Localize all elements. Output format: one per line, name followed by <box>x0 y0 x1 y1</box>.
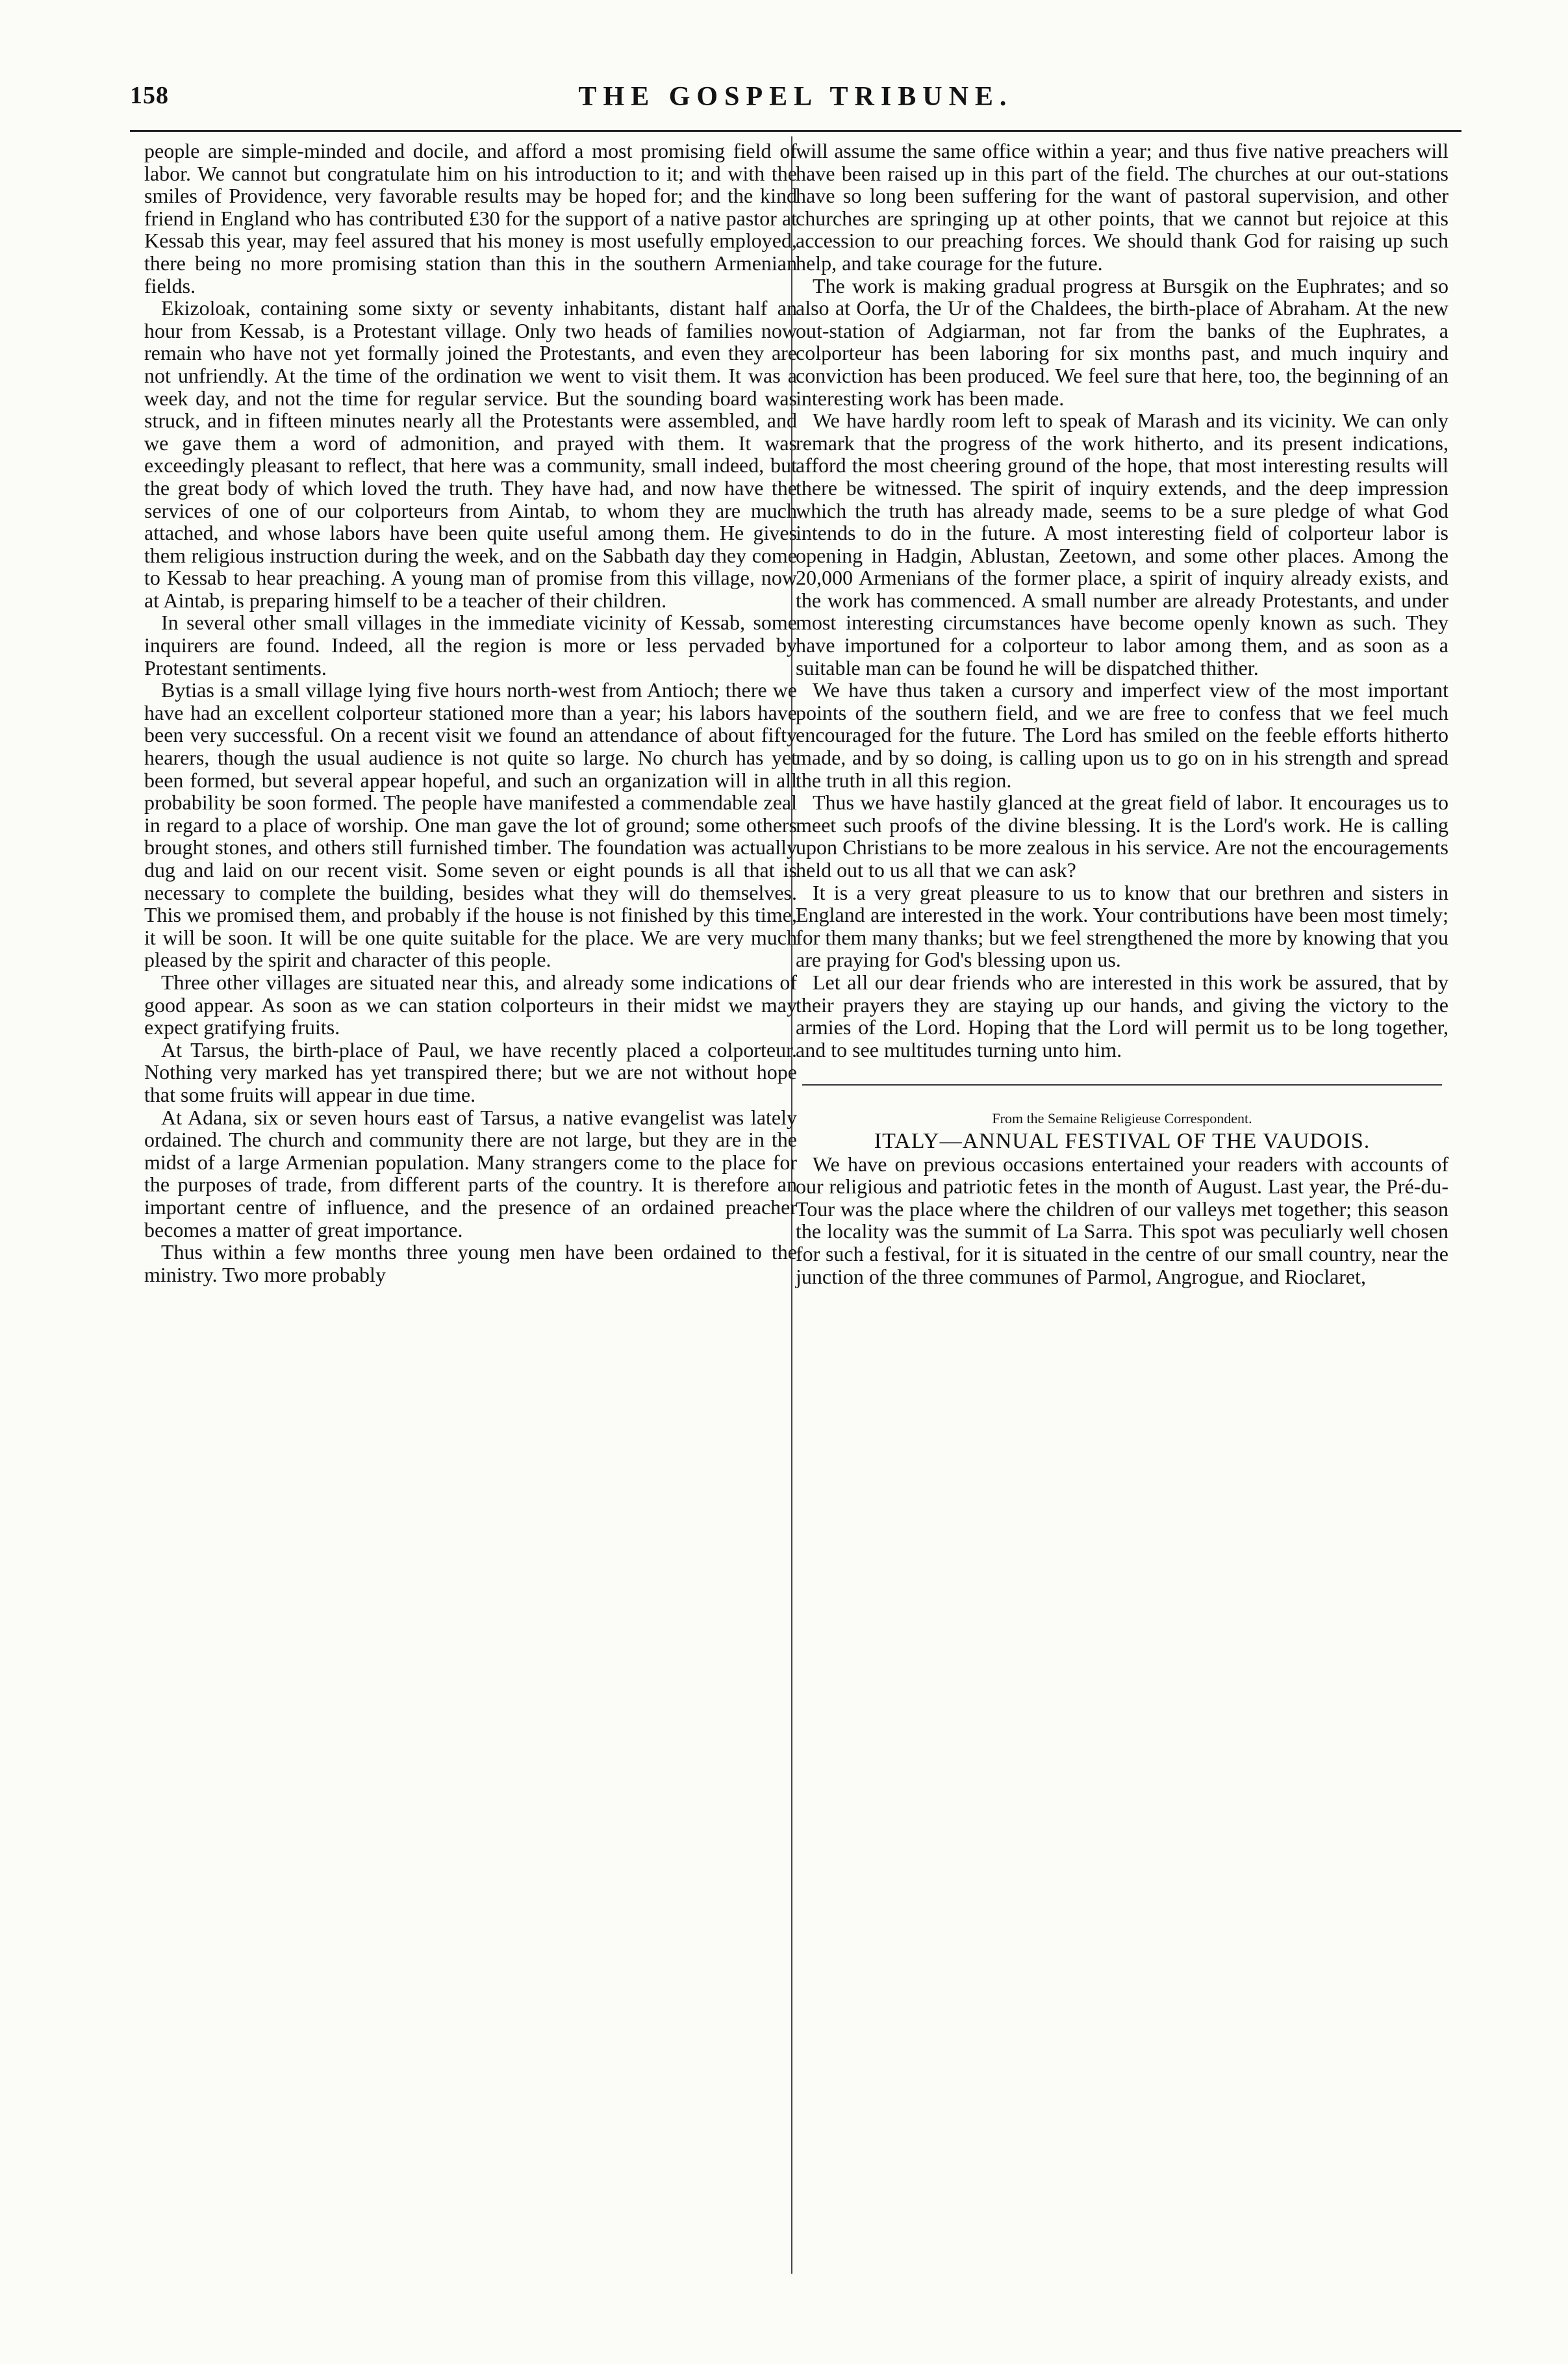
article-paragraph: Ekizoloak, containing some sixty or seventy inhabitants, distant half an hour from Kessab, is a Protestant village. Only two heads of families now remain who have not yet formally joined the Protestants, and even they are not unfriendly. At the time of the ordination we went to visit them. It was a week day, and not the time for regular service. But the sounding board was struck, and in fifteen minutes nearly all the Protestants were assembled, and we gave them a word of admonition, and prayed with them. It was exceedingly pleasant to reflect, that here was a community, small indeed, but the great body of which loved the truth. They have had, and now have the services of one of our colporteurs from Aintab, to whom they are much attached, and whose labors have been quite useful among them. He gives them religious instruction during the week, and on the Sabbath day they come to Kessab to hear preaching. A young man of promise from this village, now at Aintab, is preparing himself to be a teacher of their children. <box>144 296 797 612</box>
correspondent-note: From the Semaine Religieuse Correspondent. <box>992 1110 1252 1127</box>
section-heading: ITALY—ANNUAL FESTIVAL OF THE VAUDOIS. <box>874 1128 1371 1153</box>
running-title: THE GOSPEL TRIBUNE. <box>578 82 1013 112</box>
article-paragraph: At Adana, six or seven hours east of Tarsus, a native evangelist was lately ordained. The church and community there are not large, but they are in the midst of a large Armenian population. Many strangers come to the place for the purposes of trade, from different parts of the country. It is therefore an important centre of influence, and the presence of an ordained preacher becomes a matter of great importance. <box>144 1105 797 1241</box>
article-paragraph: Bytias is a small village lying five hours north-west from Antioch; there we have had an excellent colporteur stationed more than a year; his labors have been very successful. On a recent visit we found an attendance of about fifty hearers, though the usual audience is not quite so large. No church has yet been formed, but several appear hopeful, and such an organization will in all probability be soon formed. The people have manifested a commendable zeal in regard to a place of worship. One man gave the lot of ground; some others brought stones, and others still furnished timber. The foundation was actually dug and laid on our recent visit. Some seven or eight pounds is all that is necessary to complete the building, besides what they will do themselves. This we promised them, and probably if the house is not finished by this time, it will be soon. It will be one quite suitable for the place. We are very much pleased by the spirit and character of this people. <box>144 678 797 972</box>
left-column <box>144 140 797 1286</box>
article-paragraph: We have on previous occasions entertained your readers with accounts of our religious and patriotic fetes in the month of August. Last year, the Pré-du-Tour was the place where the children of our valleys met together; this season the locality was the summit of La Sarra. This spot was peculiarly well chosen for such a festival, for it is situated in the centre of our small country, near the junction of the three communes of Parmol, Angrogue, and Rioclaret, <box>796 1152 1448 1288</box>
article-paragraph: It is a very great pleasure to us to know that our brethren and sisters in England are interested in the work. Your contributions have been most timely; for them many thanks; but we feel strengthened the more by knowing that you are praying for God's blessing upon us. <box>796 880 1448 972</box>
article-paragraph: Three other villages are situated near this, and already some indications of good appear. As soon as we can station colporteurs in their midst we may expect gratifying fruits. <box>144 970 797 1039</box>
article-paragraph: people are simple-minded and docile, and afford a most promising field of labor. We cannot but congratulate him on his introduction to it; and with the smiles of Providence, very favorable results may be hoped for; and the kind friend in England who has contributed £30 for the support of a native pastor at Kessab this year, may feel assured that his money is most usefully employed, there being no more promising station than this in the southern Armenian fields. <box>144 139 797 298</box>
article-paragraph: We have thus taken a cursory and imperfect view of the most important points of the southern field, and we are free to confess that we feel much encouraged for the future. The Lord has smiled on the feeble efforts hitherto made, and by so doing, is calling upon us to go on in his strength and spread the truth in all this region. <box>796 678 1448 792</box>
article-paragraph: Thus within a few months three young men have been ordained to the ministry. Two more probably <box>144 1240 797 1286</box>
article-paragraph: Thus we have hastily glanced at the great field of labor. It encourages us to meet such proofs of the divine blessing. It is the Lord's work. He is calling upon Christians to be more zealous in his service. Are not the encouragements held out to us all that we can ask? <box>796 791 1448 882</box>
article-paragraph: Let all our dear friends who are interested in this work be assured, that by their prayers they are staying up our hands, and giving the victory to the armies of the Lord. Hoping that the Lord will permit us to be long together, and to see multitudes turning unto him. <box>796 970 1448 1061</box>
article-paragraph: The work is making gradual progress at Bursgik on the Euphrates; and so also at Oorfa, the Ur of the Chaldees, the birth-place of Abraham. At the new out-station of Adgiarman, not far from the banks of the Euphrates, a colporteur has been laboring for six months past, and much inquiry and conviction has been produced. We feel sure that here, too, the beginning of an interesting work has been made. <box>796 273 1448 410</box>
article-paragraph: At Tarsus, the birth-place of Paul, we have recently placed a colporteur. Nothing very marked has yet transpired there; but we are not without hope that some fruits will appear in due time. <box>144 1037 797 1106</box>
article-paragraph: In several other small villages in the immediate vicinity of Kessab, some inquirers are found. Indeed, all the region is more or less pervaded by Protestant sentiments. <box>144 611 797 680</box>
page-header <box>130 81 1461 133</box>
section-divider <box>802 1084 1442 1086</box>
page-number: 158 <box>130 82 169 109</box>
article-paragraph: We have hardly room left to speak of Marash and its vicinity. We can only remark that the progress of the work hitherto, and its present indications, afford the most cheering ground of the hope, that most interesting results will there be witnessed. The spirit of inquiry extends, and the deep impression which the truth has already made, seems to be a sure pledge of what God intends to do in the future. A most interesting field of colporteur labor is opening in Hadgin, Ablustan, Zeetown, and some other places. Among the 20,000 Armenians of the former place, a spirit of inquiry already exists, and the work has commenced. A small number are already Protestants, and under most interesting circumstances have become openly known as such. They have importuned for a colporteur to labor among them, and as soon as a suitable man can be found he will be dispatched thither. <box>796 409 1448 680</box>
article-paragraph: will assume the same office within a year; and thus five native preachers will have been raised up in this part of the field. The churches at our out-stations have so long been suffering for the want of pastoral supervision, and other churches are springing up at other points, that we cannot but rejoice at this accession to our preaching forces. We should thank God for raising up such help, and take courage for the future. <box>796 139 1448 275</box>
header-rule <box>130 130 1461 132</box>
right-column <box>796 140 1448 1288</box>
